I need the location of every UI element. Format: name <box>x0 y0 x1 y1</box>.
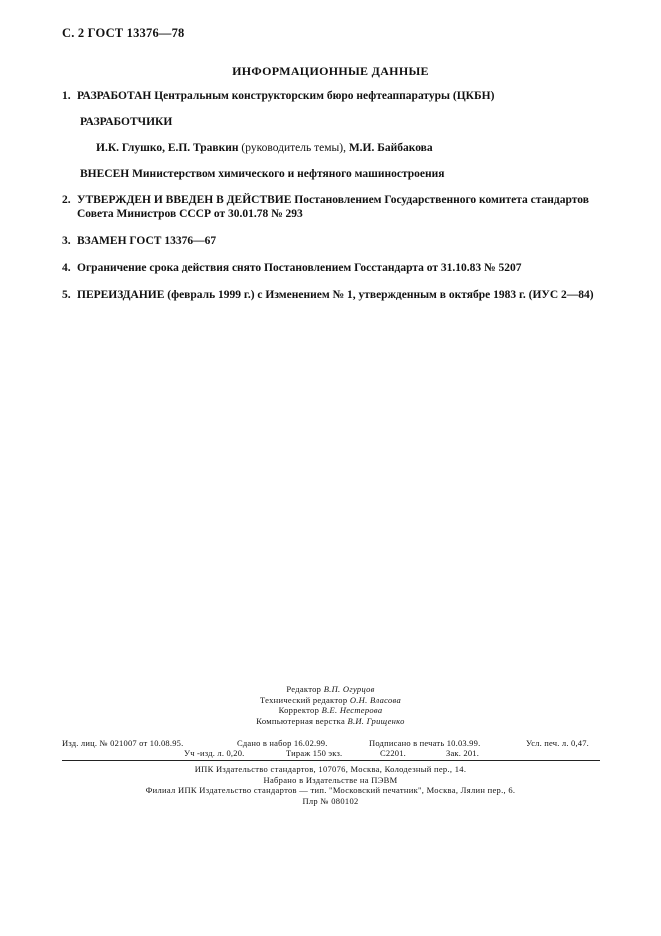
credit-editor <box>0 684 661 695</box>
item-text: ВЗАМЕН ГОСТ 13376—67 <box>77 235 217 247</box>
item-text: Ограничение срока действия снято Постановлением Госстандарта от 31.10.83 № 5207 <box>77 262 522 274</box>
info-item-3 <box>62 234 216 248</box>
page-header: С. 2 ГОСТ 13376—78 <box>62 26 185 40</box>
footer-line: Набрано в Издательстве на ПЭВМ <box>263 774 398 785</box>
item-text: ПЕРЕИЗДАНИЕ (февраль 1999 г.) с Изменением № 1, утвержденным в октябре 1983 г. (ИУС 2—84) <box>77 289 594 301</box>
credit-layout <box>0 716 661 727</box>
developers-list <box>96 142 433 154</box>
credit-tech-editor <box>0 695 661 706</box>
pub-license: Изд. лиц. № 021007 от 10.08.95. <box>62 738 184 748</box>
pub-order: Зак. 201. <box>446 748 480 758</box>
item-number: 3. <box>62 235 71 247</box>
pub-signed-date: Подписано в печать 10.03.99. <box>369 738 481 748</box>
developer-role: (руководитель темы), <box>241 142 346 154</box>
info-item-4 <box>62 261 521 275</box>
item-number: 2. <box>62 194 71 206</box>
credit-role: Компьютерная верстка <box>256 715 346 726</box>
credit-role: Технический редактор <box>259 694 348 705</box>
editorial-credits <box>0 684 661 726</box>
credit-name: В.Е. Нестерова <box>321 705 383 715</box>
info-item-1 <box>62 89 494 103</box>
developer-names-2: М.И. Байбакова <box>348 142 433 154</box>
credit-role: Редактор <box>286 684 322 694</box>
section-title: ИНФОРМАЦИОННЫЕ ДАННЫЕ <box>232 64 429 78</box>
footer-line: Филиал ИПК Издательство стандартов — тип. "Московский печатник", Москва, Лялин пер., 6. <box>145 785 516 795</box>
introduced-by: ВНЕСЕН Министерством химического и нефтяного машиностроения <box>80 168 445 180</box>
developers-heading: РАЗРАБОТЧИКИ <box>80 116 173 128</box>
info-item-2 <box>62 193 589 221</box>
item-number: 4. <box>62 262 71 274</box>
item-text-line2: Совета Министров СССР от 30.01.78 № 293 <box>77 208 303 220</box>
footer-divider <box>62 760 600 761</box>
pub-print-run: Тираж 150 экз. <box>286 748 343 758</box>
pub-print-sheets: Усл. печ. л. 0,47. <box>526 738 589 748</box>
pub-code: С2201. <box>380 748 406 758</box>
credit-name: В.И. Грищенко <box>347 715 405 726</box>
credit-name: О.Н. Власова <box>349 694 402 705</box>
item-text-line1: УТВЕРЖДЕН И ВВЕДЕН В ДЕЙСТВИЕ Постановлением Государственного комитета стандартов <box>77 194 589 206</box>
footer-line: ИПК Издательство стандартов, 107076, Москва, Колодезный пер., 14. <box>194 764 467 774</box>
item-text: РАЗРАБОТАН Центральным конструкторским бюро нефтеаппаратуры (ЦКБН) <box>77 90 495 102</box>
credit-name: В.П. Огурцов <box>323 684 375 694</box>
publisher-footer <box>0 764 661 806</box>
info-item-5 <box>62 288 594 302</box>
credit-role: Корректор <box>278 705 320 715</box>
pub-edition-sheets: Уч -изд. л. 0,20. <box>184 748 245 758</box>
pub-typeset-date: Сдано в набор 16.02.99. <box>237 738 328 748</box>
developer-names: И.К. Глушко, Е.П. Травкин <box>96 142 239 154</box>
item-number: 1. <box>62 90 71 102</box>
footer-line: Плр № 080102 <box>302 795 359 806</box>
item-number: 5. <box>62 289 71 301</box>
credit-proofreader <box>0 705 661 716</box>
